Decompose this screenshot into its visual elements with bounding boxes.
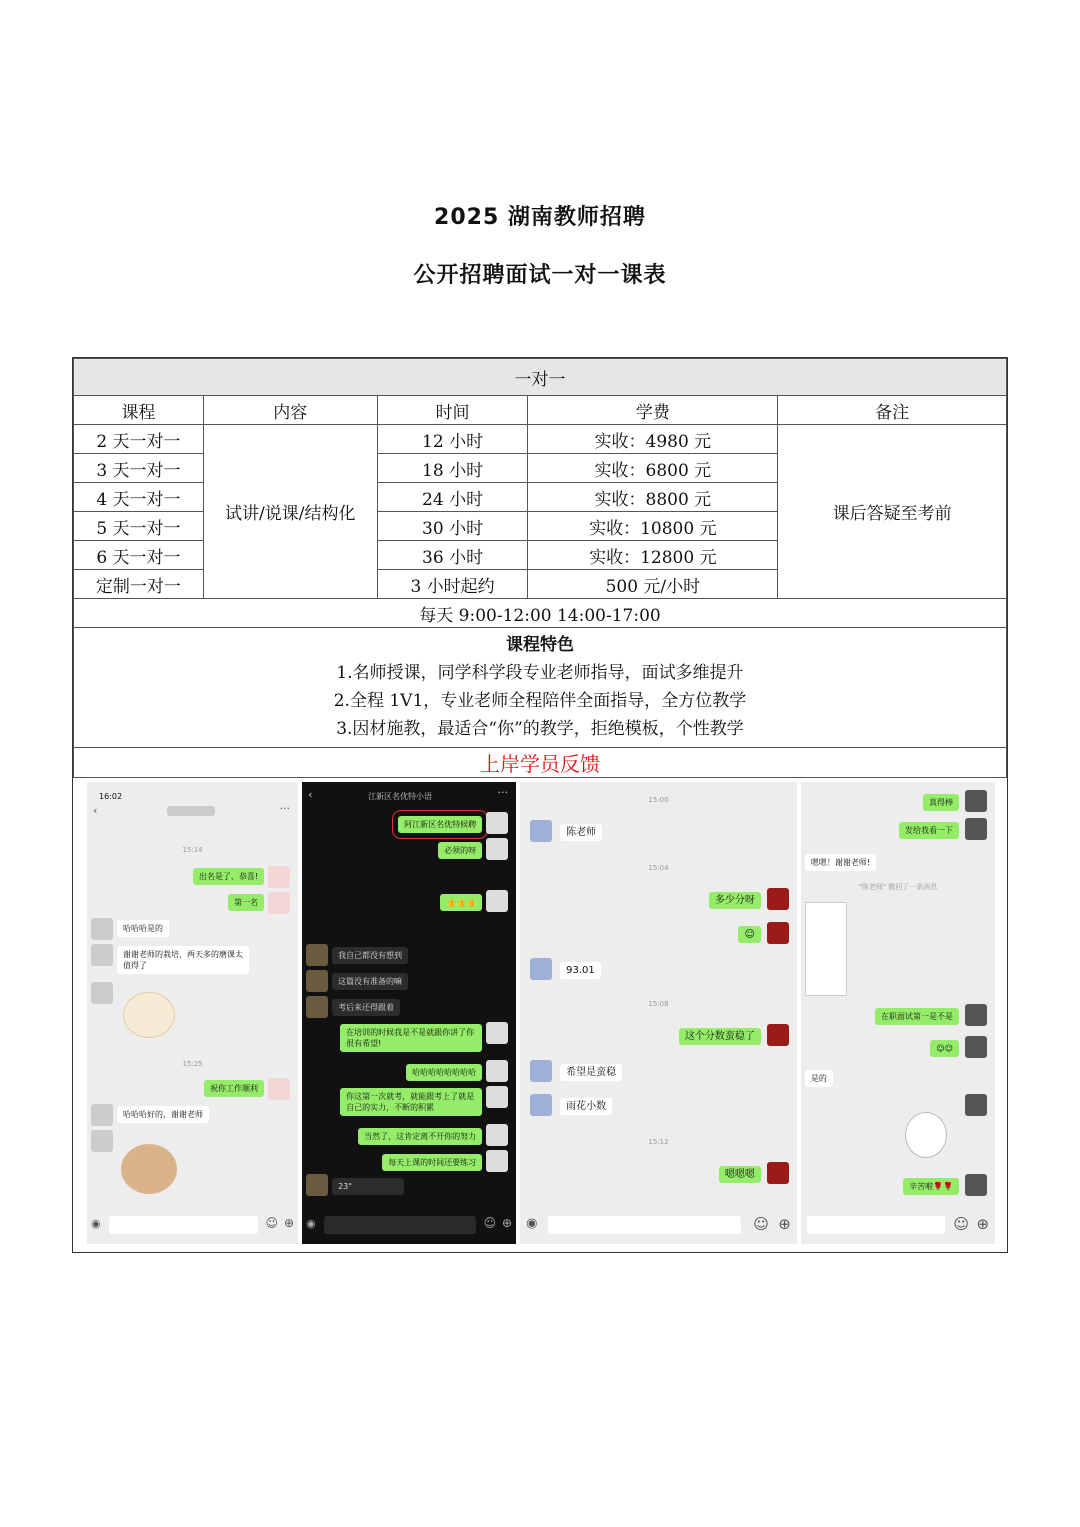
plus-icon[interactable]: ⊕ [778, 1215, 791, 1233]
avatar [91, 1130, 113, 1152]
emoji-sticker-icon: ☺☺ [930, 1040, 959, 1057]
timestamp: 15:14 [182, 846, 203, 854]
time-cell: 24 小时 [377, 483, 528, 512]
column-header-row [74, 396, 1007, 425]
document-title: 2025 湖南教师招聘 [434, 205, 646, 230]
chat-message: 辛苦啦🌹🌹 [903, 1178, 959, 1195]
image-thumbnail[interactable] [805, 902, 847, 996]
avatar [91, 982, 113, 1004]
avatar [268, 1078, 290, 1100]
column-header: 内容 [203, 396, 377, 425]
plus-icon[interactable]: ⊕ [502, 1216, 513, 1230]
chat-message: 哈哈哈是的 [117, 920, 169, 937]
timestamp: 15:12 [648, 1138, 669, 1146]
course-table [73, 358, 1007, 778]
schedule-sheet [72, 357, 1008, 1253]
column-header: 备注 [778, 396, 1007, 425]
chat-message: 哈哈哈哈哈哈哈哈 [406, 1064, 482, 1081]
avatar [965, 1174, 987, 1196]
chat-message: 是的 [805, 1070, 833, 1087]
time-cell: 12 小时 [377, 425, 528, 454]
schedule-row: 每天 9:00-12:00 14:00-17:00 [74, 599, 1007, 628]
avatar [767, 1162, 789, 1184]
avatar [486, 1060, 508, 1082]
course-cell: 2 天一对一 [74, 425, 204, 454]
avatar [91, 918, 113, 940]
column-header: 时间 [377, 396, 528, 425]
course-cell: 3 天一对一 [74, 454, 204, 483]
avatar [486, 1022, 508, 1044]
chat-screenshot-1 [87, 782, 298, 1244]
time-cell: 36 小时 [377, 541, 528, 570]
chat-screenshot-4 [801, 782, 995, 1244]
avatar [767, 1024, 789, 1046]
avatar [306, 1174, 328, 1196]
avatar [530, 820, 552, 842]
chat-message: 发给我看一下 [899, 822, 959, 839]
chat-message: 我自己都没有想到 [332, 947, 408, 964]
chat-message: 哈哈哈好的，谢谢老师 [117, 1106, 209, 1123]
feature-item: 3.因材施教，最适合“你”的教学，拒绝模板，个性教学 [336, 718, 744, 739]
emoji-icon[interactable]: ☺ [953, 1215, 970, 1233]
timestamp: 15:04 [648, 864, 669, 872]
message-input[interactable] [548, 1216, 741, 1234]
time-cell: 3 小时起约 [377, 570, 528, 599]
status-time: 16:02 [99, 792, 123, 801]
emoji-icon[interactable]: ☺ [265, 1216, 279, 1230]
emoji-icon[interactable]: ☺ [483, 1216, 497, 1230]
back-icon: ‹ [308, 788, 313, 801]
voice-icon[interactable]: ◉ [91, 1217, 101, 1230]
timestamp: 15:08 [648, 1000, 669, 1008]
avatar [530, 1060, 552, 1082]
input-bar [520, 1208, 797, 1244]
chat-message: 93.01 [560, 962, 601, 979]
emoji-icon[interactable]: ☺ [753, 1215, 769, 1233]
contact-name-blur [167, 806, 215, 816]
chat-message: 必须的呀 [438, 842, 482, 859]
chat-screenshot-3 [520, 782, 797, 1244]
course-cell: 4 天一对一 [74, 483, 204, 512]
voice-message[interactable]: 23" [332, 1178, 404, 1195]
table-row [74, 425, 1007, 454]
avatar [306, 996, 328, 1018]
more-icon: ··· [497, 786, 509, 799]
avatar [767, 922, 789, 944]
chat-message: 谢谢老师的栽培，两天多的磨课太值得了 [117, 946, 249, 974]
avatar [91, 1104, 113, 1126]
avatar [268, 866, 290, 888]
avatar [965, 1004, 987, 1026]
sprout-sticker-icon [905, 1112, 947, 1158]
chat-message: 你这第一次就考，就能跟考上了就是自己的实力，不断的积累 [340, 1088, 482, 1116]
message-input[interactable] [807, 1216, 945, 1234]
avatar [486, 838, 508, 860]
timestamp: 15:00 [648, 796, 669, 804]
features-cell [74, 628, 1007, 748]
course-cell: 5 天一对一 [74, 512, 204, 541]
chat-message: 阿江新区名优特候聘 [398, 816, 482, 833]
chat-message: 👍👍👍 [440, 894, 482, 911]
chat-message: 雨花小数 [560, 1098, 612, 1115]
section-header: 一对一 [74, 359, 1007, 396]
avatar [486, 1086, 508, 1108]
plus-icon[interactable]: ⊕ [976, 1215, 990, 1233]
feedback-screenshots [87, 782, 995, 1244]
avatar [965, 1094, 987, 1116]
fee-cell: 实收：12800 元 [528, 541, 778, 570]
cat-sticker-icon [123, 992, 175, 1038]
avatar [91, 944, 113, 966]
chat-message: 第一名 [228, 894, 264, 911]
features-title: 课程特色 [506, 634, 574, 655]
chat-message: 这篇没有准备的嘛 [332, 973, 408, 990]
feedback-title: 上岸学员反馈 [74, 748, 1007, 778]
avatar [268, 892, 290, 914]
fee-cell: 实收：8800 元 [528, 483, 778, 512]
document-subtitle: 公开招聘面试一对一课表 [413, 263, 667, 288]
input-bar [302, 1208, 516, 1244]
timestamp: 15:25 [182, 1060, 203, 1068]
input-bar [87, 1208, 298, 1244]
chat-message: 这个分数蛮稳了 [679, 1028, 761, 1045]
chat-message: 在培训的时候我是不是就跟你讲了你很有希望! [340, 1024, 482, 1052]
message-input[interactable] [324, 1216, 476, 1234]
chat-message: 嗯嗯嗯 [719, 1166, 761, 1183]
chat-message: 希望是蛮稳 [560, 1064, 622, 1081]
voice-icon[interactable]: ◉ [306, 1217, 316, 1230]
avatar [486, 890, 508, 912]
chat-message: 真得棒 [923, 794, 959, 811]
avatar [965, 790, 987, 812]
fee-cell: 500 元/小时 [528, 570, 778, 599]
back-icon: ‹ [93, 804, 98, 817]
avatar [306, 970, 328, 992]
column-header: 课程 [74, 396, 204, 425]
recall-notice: "陈老师" 撤回了一条消息 [858, 883, 938, 891]
column-header: 学费 [528, 396, 778, 425]
chat-message: 嗯嗯！谢谢老师! [805, 854, 876, 871]
fee-cell: 实收：4980 元 [528, 425, 778, 454]
chat-screenshot-2 [302, 782, 516, 1244]
chat-header: 江新区名优特小语 [368, 792, 433, 801]
avatar [530, 958, 552, 980]
chat-message: 陈老师 [560, 824, 602, 841]
emoji-sticker-icon: ☺ [738, 926, 760, 943]
chat-message: 多少分呀 [709, 892, 761, 909]
chat-message: 出名是了，恭喜! [193, 868, 264, 885]
voice-icon[interactable]: ◉ [526, 1216, 538, 1231]
time-cell: 18 小时 [377, 454, 528, 483]
content-cell: 试讲/说课/结构化 [203, 425, 377, 599]
chat-message: 当然了，这肯定离不开你的努力 [358, 1128, 482, 1145]
message-input[interactable] [109, 1216, 258, 1234]
course-cell: 定制一对一 [74, 570, 204, 599]
avatar [306, 944, 328, 966]
fee-cell: 实收：6800 元 [528, 454, 778, 483]
chat-message: 祝你工作顺利 [204, 1080, 264, 1097]
more-icon: ··· [279, 802, 291, 815]
avatar [486, 1124, 508, 1146]
chat-message: 每天上课的时间还要练习 [382, 1154, 482, 1171]
course-cell: 6 天一对一 [74, 541, 204, 570]
remark-cell: 课后答疑至考前 [778, 425, 1007, 599]
avatar [965, 818, 987, 840]
time-cell: 30 小时 [377, 512, 528, 541]
avatar [486, 1150, 508, 1172]
fee-cell: 实收：10800 元 [528, 512, 778, 541]
avatar [486, 812, 508, 834]
chat-message: 考后来还得跟着 [332, 999, 400, 1016]
plus-icon[interactable]: ⊕ [284, 1216, 295, 1230]
chat-message: 在职面试第一是不是 [875, 1008, 959, 1025]
avatar [965, 1036, 987, 1058]
avatar [530, 1094, 552, 1116]
bear-sticker-icon [121, 1144, 177, 1194]
input-bar [801, 1208, 995, 1244]
avatar [767, 888, 789, 910]
feature-item: 2.全程 1V1，专业老师全程陪伴全面指导，全方位教学 [333, 690, 747, 711]
feature-item: 1.名师授课，同学科学段专业老师指导，面试多维提升 [336, 662, 744, 683]
